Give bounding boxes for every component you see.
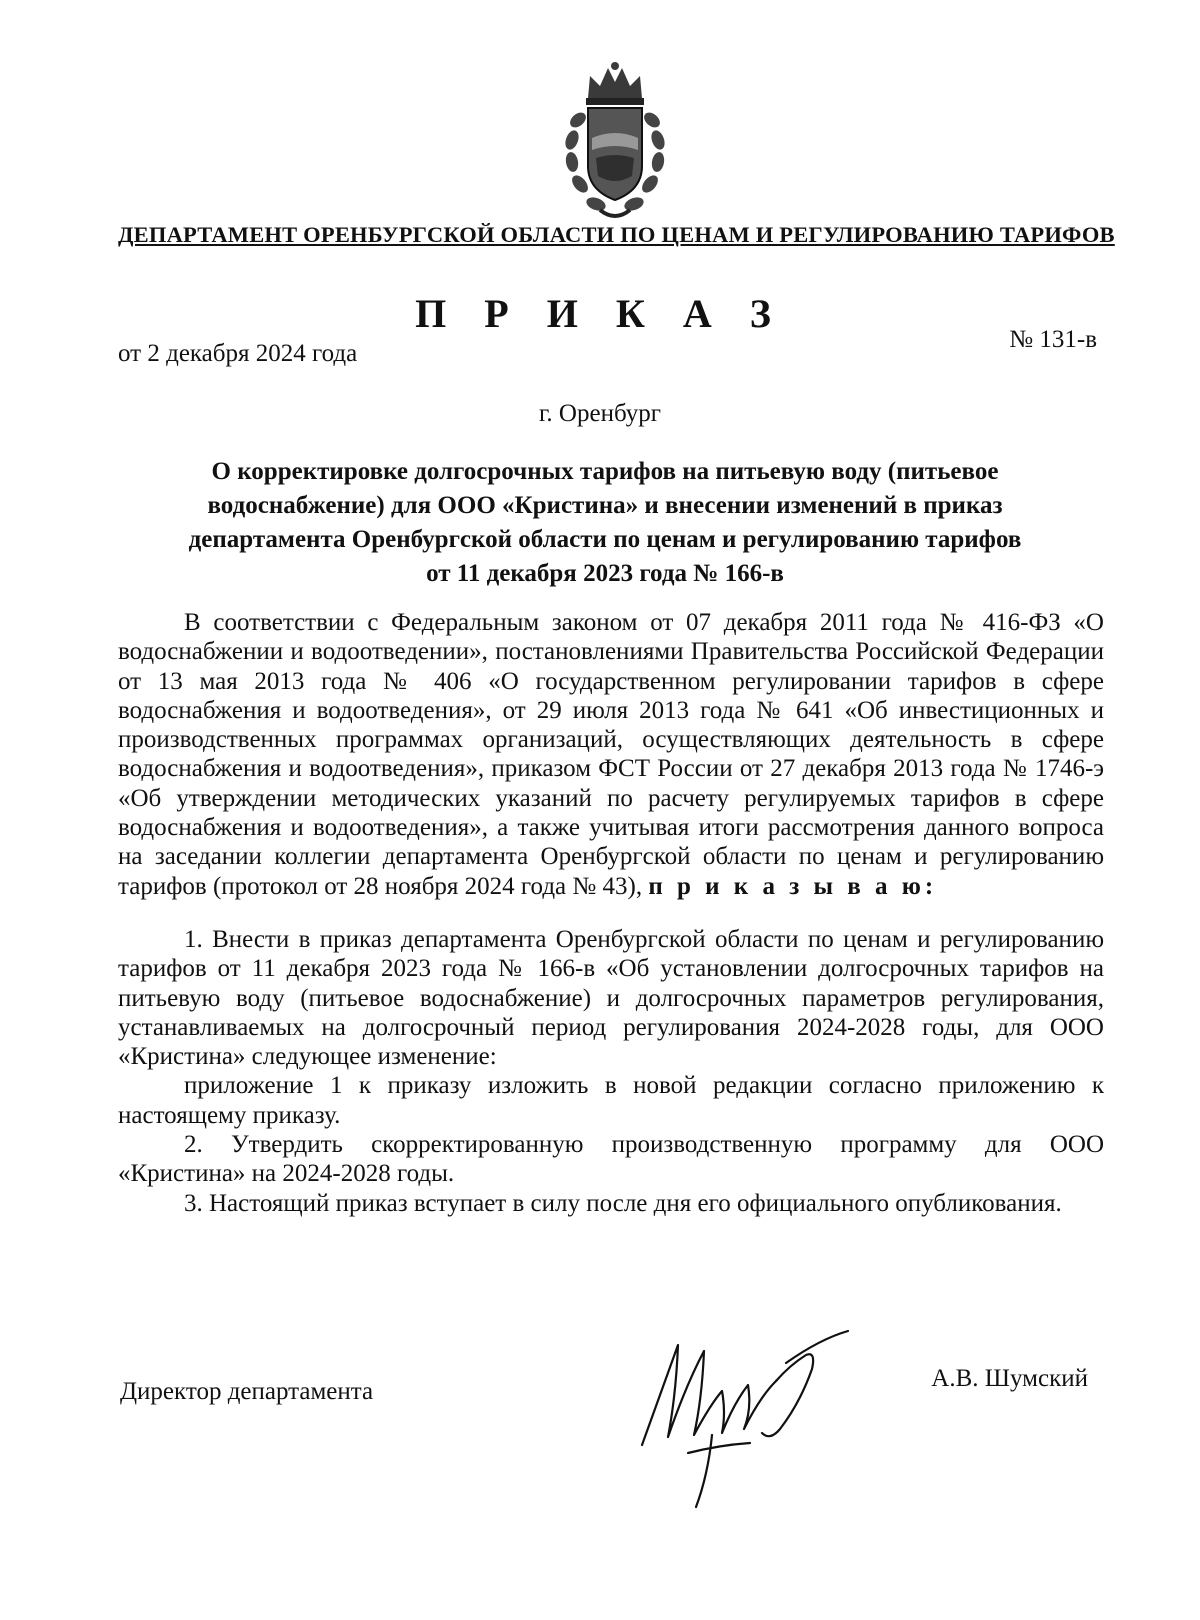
order-subject	[140, 455, 1070, 591]
order-number: № 131-в	[1009, 326, 1097, 353]
orders-word: п р и к а з ы в а ю:	[648, 872, 938, 900]
city: г. Оренбург	[539, 400, 661, 427]
item-1-detail: приложение 1 к приказу изложить в новой редакции согласно приложению к настоящему приказу.	[118, 1072, 1104, 1129]
subject-line: от 11 декабря 2023 года № 166-в	[426, 560, 784, 587]
item-3: 3. Настоящий приказ вступает в силу после дня его официального опубликования.	[184, 1189, 1062, 1217]
signer-role: Директор департамента	[120, 1378, 374, 1405]
order-body	[118, 608, 1104, 1218]
item-1: 1. Внести в приказ департамента Оренбургской области по ценам и регулированию тарифов от 11 декабря 2023 года № 166-в «Об установлении долгосрочных тарифов на питьевую воду (питьевое водоснабжение) и долгосрочных параметров регулирования, устанавливаемых на долгосрочный период регулирования 2024-2028 годы, для ООО «Кристина» следующее изменение:	[118, 925, 1104, 1071]
subject-line: департамента Оренбургской области по ценам и регулированию тарифов	[188, 526, 1022, 553]
preamble-paragraph	[118, 608, 1104, 901]
preamble-text: В соответствии с Федеральным законом от 07 декабря 2011 года № 416-ФЗ «О водоснабжении и водоотведении», постановлениями Правительства Российской Федерации от 13 мая 2013 года № 406 «О государственном регулировании тарифов в сфере водоснабжения и водоотведения», от 29 июля 2013 года № 641 «Об инвестиционных и производственных программах организаций, осуществляющих деятельность в сфере водоснабжения и водоотведения», приказом ФСТ России от 27 декабря 2013 года № 1746-э «Об утверждении методических указаний по расчету регулируемых тарифов в сфере водоснабжения и водоотведения», а также учитывая итоги рассмотрения данного вопроса на заседании коллегии департамента Оренбургской области по ценам и регулированию тарифов (протокол от 28 ноября 2024 года № 43),	[118, 609, 1104, 900]
department-name: ДЕПАРТАМЕНТ ОРЕНБУРГСКОЙ ОБЛАСТИ ПО ЦЕНАМ И РЕГУЛИРОВАНИЮ ТАРИФОВ	[118, 222, 1115, 247]
signer-name: А.В. Шумский	[931, 1365, 1088, 1392]
subject-line: О корректировке долгосрочных тарифов на питьевую воду (питьевое	[211, 458, 999, 485]
order-date: от 2 декабря 2024 года	[118, 340, 358, 367]
document-title: П Р И К А З	[415, 291, 785, 336]
handwritten-signature	[630, 1325, 860, 1515]
subject-line: водоснабжение) для ООО «Кристина» и внесении изменений в приказ	[207, 492, 1003, 519]
item-2: 2. Утвердить скорректированную производственную программу для ООО «Кристина» на 2024-2028 годы.	[118, 1131, 1104, 1188]
coat-of-arms-emblem	[540, 58, 690, 228]
